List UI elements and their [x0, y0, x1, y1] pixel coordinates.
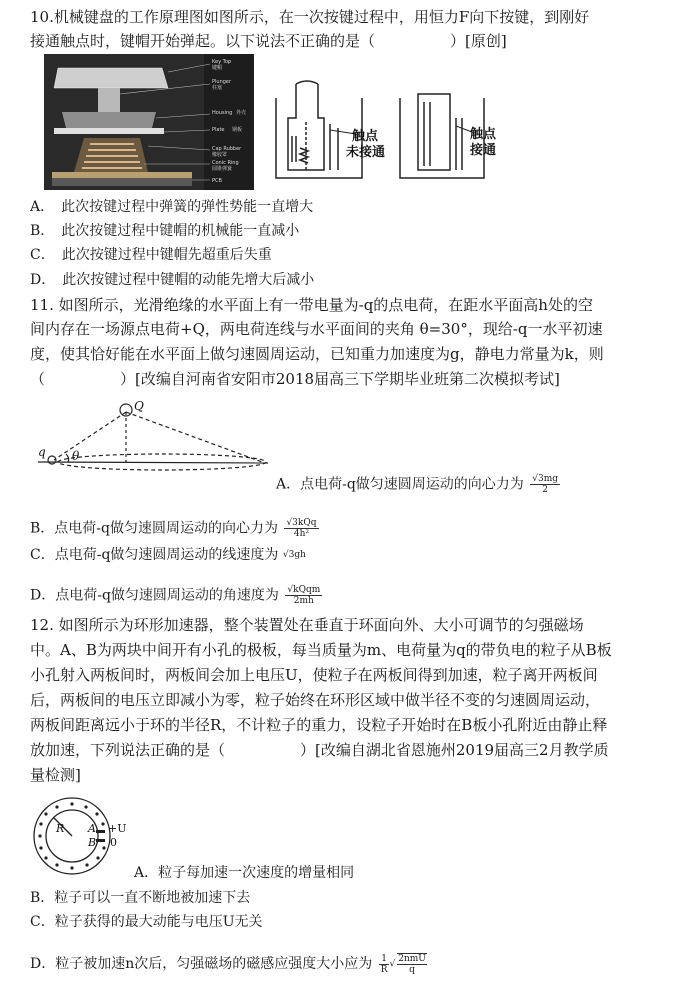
q12-option-d-root: √ $\frac{\text{2nmU}}{q}$ — [389, 954, 426, 975]
diagram-label-connected: 接通 — [470, 143, 497, 158]
label-B: B — [88, 836, 97, 849]
q11-option-a-text: A．点电荷-q做匀速圆周运动的向心力为 — [276, 476, 524, 493]
photo-label-plate: Plate — [212, 127, 225, 133]
q12-stem-line1: 12. 如图所示为环形加速器，整个装置处在垂直于环面向外、大小可调节的匀强磁场 — [30, 616, 584, 634]
q11-option-c-text: C．点电荷-q做匀速圆周运动的线速度为 — [30, 547, 279, 563]
photo-label-caprubber-cn: 橡胶罩 — [212, 152, 228, 158]
q11-option-b — [30, 518, 319, 539]
q12-stem-line2: 中。A、B为两块中间开有小孔的极板，每当质量为m、电荷量为q的带负电的粒子从B板 — [30, 641, 612, 659]
q12-option-d-coef — [379, 954, 390, 975]
switch-contact-diagram — [266, 78, 506, 190]
q11-option-c — [30, 545, 306, 565]
q11-option-d-den: 2mh — [293, 596, 314, 606]
diagram-label-contact-right: 触点 — [470, 127, 497, 142]
q12-stem-line5: 两板间距离远小于环的半径R，不计粒子的重力，设粒子开始时在B板小孔附近由静止释 — [30, 716, 608, 734]
q11-option-d-text: D．点电荷-q做匀速圆周运动的角速度为 — [30, 587, 279, 604]
q12-stem-line3: 小孔射入两板间时，两板间会加上电压U，使粒子在两板间得到加速，粒子离开两板间 — [30, 666, 598, 684]
q11-option-a-fraction — [530, 474, 560, 495]
photo-label-conicring: Conic Ring — [212, 160, 239, 166]
diagram-label-not-connected: 未接通 — [346, 145, 386, 160]
photo-label-conicring-cn: 圆锥弹簧 — [212, 166, 233, 172]
q11-stem-line3: 度，使其恰好能在水平面上做匀速圆周运动，已知重力加速度为g，静电力常量为k，则 — [30, 345, 604, 363]
q11-option-a — [276, 474, 560, 495]
q11-option-a-num: √3mg — [532, 474, 559, 484]
charge-cone-figure — [36, 398, 272, 474]
photo-label-pcb: PCB — [212, 178, 222, 184]
photo-label-keytop: Key Top — [212, 59, 232, 65]
q10-option-d: D． 此次按键过程中键帽的动能先增大后减小 — [30, 272, 315, 288]
q11-option-b-fraction — [284, 518, 318, 539]
photo-label-housing-cn: 外壳 — [236, 110, 247, 116]
label-Q: Q — [134, 399, 144, 413]
q11-option-d-num: √kQqm — [287, 585, 321, 595]
q12-option-c: C．粒子获得的最大动能与电压U无关 — [30, 914, 263, 930]
q11-option-b-den: 4h² — [293, 529, 310, 539]
photo-label-keytop-cn: 键帽 — [212, 65, 223, 71]
diagram-label-contact-left: 触点 — [352, 129, 379, 144]
q12-option-d-coef-num: 1 — [379, 954, 390, 965]
q11-option-a-den: 2 — [542, 485, 549, 495]
label-theta: θ — [72, 449, 80, 463]
label-R: R — [56, 822, 65, 835]
q10-option-a: A． 此次按键过程中弹簧的弹性势能一直增大 — [30, 199, 314, 215]
q11-stem-line1: 11. 如图所示，光滑绝缘的水平面上有一带电量为-q的点电荷，在距水平面高h处的空 — [30, 296, 593, 314]
q10-stem-line2: 接通触点时，键帽开始弹起。以下说法不正确的是（ ）[原创] — [30, 32, 507, 50]
q12-option-a: A．粒子每加速一次速度的增量相同 — [134, 865, 355, 881]
photo-label-plunger: Plunger — [212, 79, 232, 85]
q10-option-b: B． 此次按键过程中键帽的机械能一直减小 — [30, 223, 300, 239]
label-zero: 0 — [110, 836, 117, 849]
photo-label-housing: Housing — [212, 110, 233, 116]
q12-stem-line4: 后，两板间的电压立即减小为零，粒子始终在环形区域中做半径不变的匀速圆周运动， — [30, 691, 601, 709]
q12-option-d — [30, 953, 427, 975]
q11-option-b-text: B．点电荷-q做匀速圆周运动的向心力为 — [30, 520, 278, 537]
q12-option-d-text: D．粒子被加速n次后，匀强磁场的磁感应强度大小应为 — [30, 956, 373, 972]
q12-option-b: B．粒子可以一直不断地被加速下去 — [30, 890, 251, 906]
q12-stem-line7: 量检测] — [30, 766, 81, 784]
q11-option-d — [30, 585, 322, 606]
photo-label-caprubber: Cap Rubber — [212, 146, 242, 152]
q12-option-d-coef-den: R — [380, 964, 388, 975]
label-plus-U: +U — [108, 822, 127, 835]
keyswitch-photo — [44, 54, 254, 190]
q12-option-d-root-den: q — [409, 965, 415, 975]
q11-option-d-fraction — [285, 585, 322, 606]
q10-stem-line1: 10.机械键盘的工作原理图如图所示，在一次按键过程中，用恒力F向下按键，到刚好 — [30, 8, 590, 26]
photo-label-plunger-cn: 柱塞 — [212, 85, 223, 91]
q10-option-c: C． 此次按键过程中键帽先超重后失重 — [30, 247, 272, 263]
q12-stem-line6: 放加速，下列说法正确的是（ ）[改编自湖北省恩施州2019届高三2月教学质 — [30, 741, 609, 759]
label-q: q — [38, 445, 46, 459]
q11-option-b-num: √3kQq — [286, 518, 317, 528]
photo-label-plate-cn: 钢板 — [232, 127, 243, 133]
ring-accelerator-figure — [30, 794, 134, 876]
q11-stem-line2: 间内存在一场源点电荷+Q，两电荷连线与水平面间的夹角 θ=30°，现给-q一水平初速 — [30, 320, 603, 338]
q12-option-d-root-num: 2nmU — [398, 954, 426, 964]
label-A: A — [88, 822, 96, 835]
q11-stem-line4: （ ）[改编自河南省安阳市2018届高三下学期毕业班第二次模拟考试] — [30, 370, 560, 388]
q11-option-c-expr: √3gh — [282, 550, 306, 560]
